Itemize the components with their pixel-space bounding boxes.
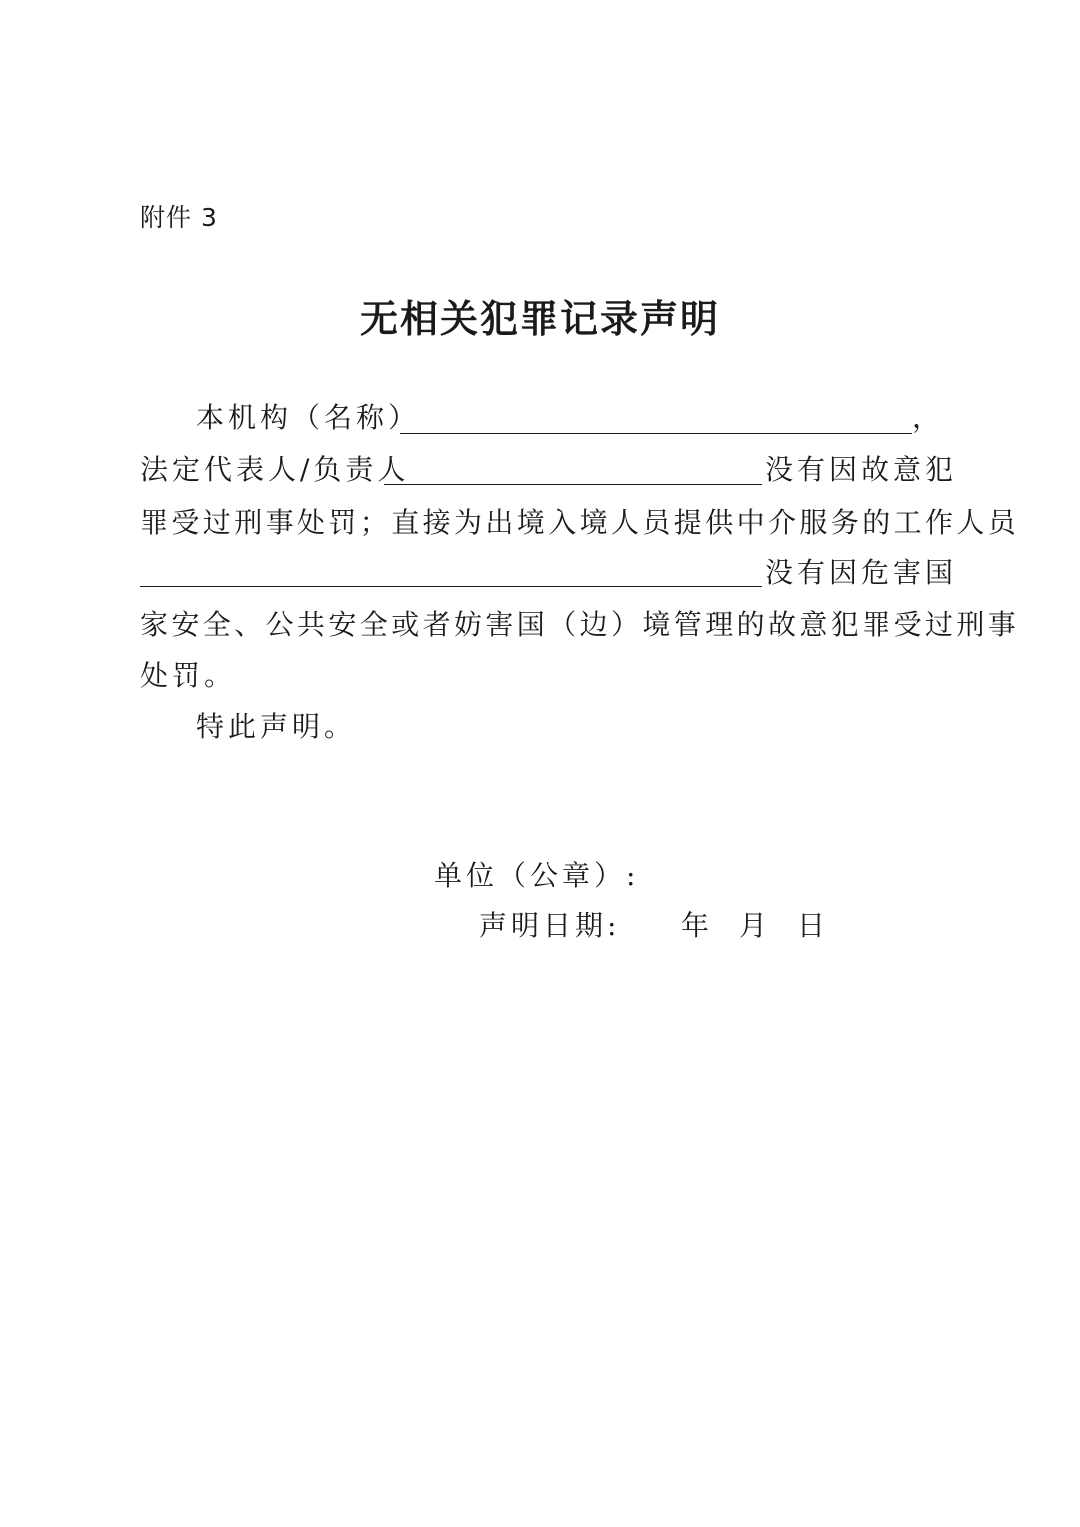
org-name-comma: ，: [912, 401, 945, 434]
statement-line-6: 处罚。: [140, 659, 237, 692]
legal-rep-label: 法定代表人/负责人: [140, 453, 410, 486]
org-name-blank[interactable]: [400, 433, 912, 434]
statement-line-3: 罪受过刑事处罚；直接为出境入境人员提供中介服务的工作人员: [140, 506, 1020, 539]
declaration-date-label: 声明日期:: [479, 909, 621, 942]
unit-seal-label: 单位（公章）:: [434, 859, 640, 892]
day-label: 日: [797, 909, 830, 942]
document-title: 无相关犯罪记录声明: [359, 296, 720, 341]
attachment-label: 附件 3: [140, 203, 218, 232]
month-label: 月: [739, 909, 772, 942]
legal-rep-blank[interactable]: [384, 484, 762, 485]
year-label: 年: [681, 909, 714, 942]
intermediary-staff-suffix: 没有因危害国: [765, 556, 958, 589]
org-name-label: 本机构（名称）: [196, 401, 421, 434]
legal-rep-suffix: 没有因故意犯: [765, 453, 958, 486]
intermediary-staff-blank[interactable]: [140, 586, 762, 587]
statement-line-5: 家安全、公共安全或者妨害国（边）境管理的故意犯罪受过刑事: [140, 608, 1020, 641]
closing-statement: 特此声明。: [196, 710, 357, 743]
